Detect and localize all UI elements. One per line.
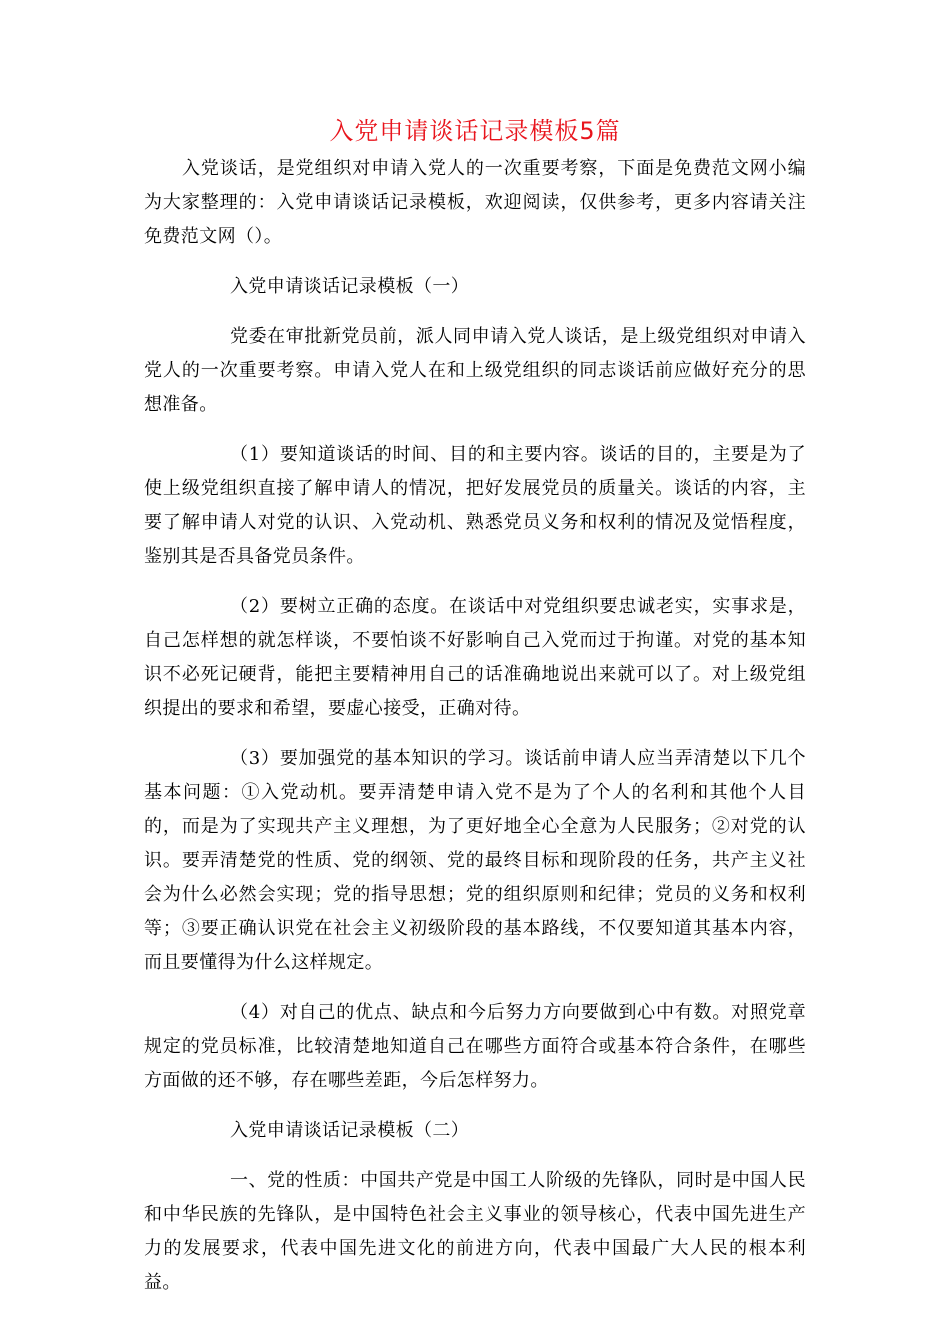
body-paragraph: 一、党的性质：中国共产党是中国工人阶级的先锋队，同时是中国人民和中华民族的先锋队，是中国特色社会主义事业的领导核心，代表中国先进生产力的发展要求，代表中国先进文化的前进方向，代表中国最广大人民的根本利益。: [144, 1170, 806, 1293]
body-paragraph: 党委在审批新党员前，派人同申请入党人谈话，是上级党组织对申请入党人的一次重要考察。申请入党人在和上级党组织的同志谈话前应做好充分的思想准备。: [144, 326, 806, 415]
section-heading-1: 入党申请谈话记录模板（一）: [230, 276, 470, 297]
document-body: [144, 152, 806, 1300]
body-paragraph: （2）要树立正确的态度。在谈话中对党组织要忠诚老实，实事求是，自己怎样想的就怎样谈，不要怕谈不好影响自己入党而过于拘谨。对党的基本知识不必死记硬背，能把主要精神用自己的话准确地说出来就可以了。对上级党组织提出的要求和希望，要虚心接受，正确对待。: [144, 596, 806, 719]
document-title: 入党申请谈话记录模板5篇: [329, 117, 621, 145]
intro-paragraph: 入党谈话，是党组织对申请入党人的一次重要考察，下面是免费范文网小编为大家整理的：入党申请谈话记录模板，欢迎阅读，仅供参考，更多内容请关注免费范文网（）。: [144, 158, 806, 247]
body-paragraph: （1）要知道谈话的时间、目的和主要内容。谈话的目的，主要是为了使上级党组织直接了解申请人的情况，把好发展党员的质量关。谈话的内容，主要了解申请人对党的认识、入党动机、熟悉党员义务和权利的情况及觉悟程度，鉴别其是否具备党员条件。: [144, 444, 806, 567]
body-paragraph: （3）要加强党的基本知识的学习。谈话前申请人应当弄清楚以下几个基本问题：①入党动机。要弄清楚申请入党不是为了个人的名利和其他个人目的，而是为了实现共产主义理想，为了更好地全心全意为人民服务；②对党的认识。要弄清楚党的性质、党的纲领、党的最终目标和现阶段的任务，共产主义社会为什么必然会实现；党的指导思想；党的组织原则和纪律；党员的义务和权利等；③要正确认识党在社会主义初级阶段的基本路线，不仅要知道其基本内容，而且要懂得为什么这样规定。: [144, 748, 806, 973]
body-paragraph: （4）对自己的优点、缺点和今后努力方向要做到心中有数。对照党章规定的党员标准，比较清楚地知道自己在哪些方面符合或基本符合条件，在哪些方面做的还不够，存在哪些差距，今后怎样努力。: [144, 1002, 806, 1091]
section-heading-2: 入党申请谈话记录模板（二）: [230, 1120, 470, 1141]
